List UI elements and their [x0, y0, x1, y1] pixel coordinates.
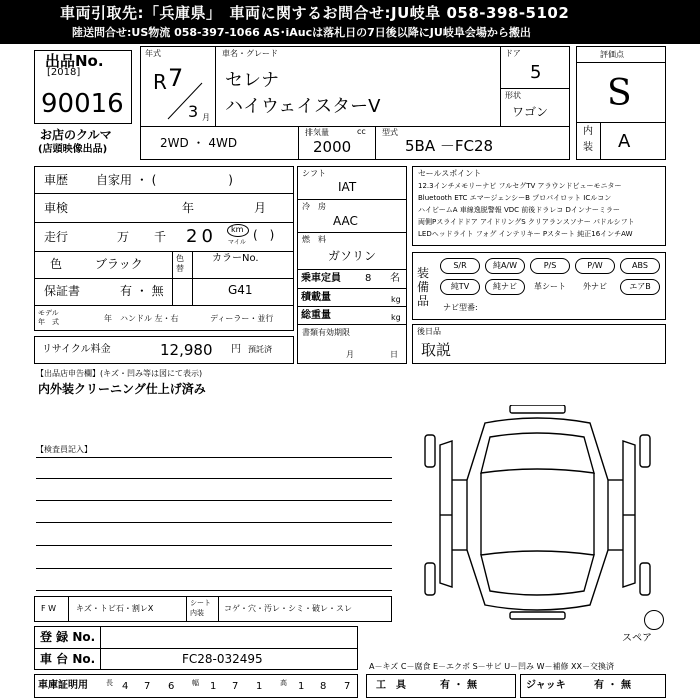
shop-video-label: (店頭映像出品) — [38, 144, 108, 155]
color-label: 色 — [50, 257, 63, 271]
km-unit: km — [231, 225, 244, 234]
option-navi: 純ナビ — [485, 279, 525, 295]
mileage-sen: 千 — [154, 230, 167, 244]
color-changed: 色替 — [176, 254, 184, 273]
year-label: 年式 — [145, 49, 161, 58]
sales-line-3: ハイビームA 車線逸脱警報 VDC 前後ドラレコ Dインナーミラー — [418, 206, 620, 214]
navi-model-label: ナビ型番: — [443, 303, 478, 312]
listing-label: 出品No. — [45, 52, 104, 70]
notes-label: 【出品店申告欄】(キズ・凹み等は図にて表示) — [36, 369, 203, 378]
recycle-value: 12,980 — [160, 341, 213, 359]
option-tv: 純TV — [440, 279, 480, 295]
interior-score: A — [618, 131, 631, 152]
displacement-label: 排気量 — [305, 128, 329, 137]
interior-label-2: 装 — [583, 142, 593, 153]
handle-side: ハンドル 左・右 — [120, 314, 179, 323]
chassis-label: 車 台 No. — [40, 652, 96, 666]
gross-label: 総重量 — [301, 310, 331, 321]
month-unit: 月 — [202, 113, 210, 122]
option-airbag: エアB — [620, 279, 660, 295]
recycle-label: リサイクル料金 — [42, 344, 111, 355]
cert-digit-2: 7 — [144, 681, 151, 692]
mile-unit: マイル — [228, 239, 246, 246]
shift-label: シフト — [302, 169, 326, 178]
gross-unit: kg — [391, 313, 401, 322]
inspection-year-unit: 年 — [182, 201, 195, 215]
recycle-unit: 円 — [231, 344, 241, 355]
header-transport: 陸送問合せ:US物流 058-397-1066 AS･iAucは落札日の7日後以降にJU岐阜会場から搬出 — [72, 26, 531, 39]
color-no-label: カラーNo. — [212, 253, 259, 264]
interior-label-1: 内 — [583, 126, 593, 137]
cert-digit-4: 1 — [210, 681, 217, 692]
sales-line-5: LEDヘッドライト フォグ インテリキー Pスタート 純正16インチAW — [418, 230, 633, 238]
cert-digit-1: 4 — [122, 681, 129, 692]
era: R — [153, 70, 167, 94]
model-year-label-2: 年 式 — [38, 318, 59, 326]
spare-tire-icon — [644, 610, 664, 630]
cert-digit-6: 1 — [256, 681, 263, 692]
model-label: 型式 — [382, 128, 398, 137]
fuel-label: 燃 料 — [302, 235, 326, 244]
doc-label: 書類有効期限 — [302, 328, 350, 337]
jack-value: 有 ・ 無 — [594, 680, 631, 691]
sales-label: セールスポイント — [418, 169, 482, 178]
garage-cert-label: 車庫証明用 — [38, 680, 88, 691]
cert-mark-length: 長 — [106, 679, 113, 687]
inspector-label: 【検査員記入】 — [36, 445, 92, 454]
month-value: 3 — [188, 102, 199, 121]
cert-digit-5: 7 — [232, 681, 239, 692]
doc-month: 月 — [346, 350, 354, 359]
cert-digit-8: 8 — [320, 681, 327, 692]
jack-label: ジャッキ — [526, 680, 566, 691]
load-label: 積載量 — [301, 292, 331, 303]
load-unit: kg — [391, 295, 401, 304]
mileage-man: 万 — [117, 230, 130, 244]
option-abs: ABS — [620, 258, 660, 274]
seat-label-2: 内装 — [190, 609, 204, 617]
header-contact: 車両引取先:「兵庫県」 車両に関するお問合せ:JU岐阜 058-398-5102 — [60, 4, 570, 22]
capacity-unit: 名 — [390, 273, 400, 284]
model-year-label-1: モデル — [38, 309, 59, 317]
door-count: 5 — [530, 62, 542, 83]
seat-label-1: シート — [190, 599, 211, 607]
dealer-type: ディーラー・並行 — [210, 314, 274, 323]
sales-line-2: Bluetooth ETC エマージェンシーB プロパイロット ICルコン — [418, 194, 612, 202]
name-label: 車名・グレード — [222, 49, 278, 58]
option-ext-navi: 外ナビ — [583, 282, 607, 291]
cert-digit-9: 7 — [344, 681, 351, 692]
tools-value: 有 ・ 無 — [440, 680, 477, 691]
listing-number: 90016 — [41, 89, 124, 119]
cert-mark-width: 幅 — [192, 679, 199, 687]
cert-mark-height: 高 — [280, 679, 287, 687]
damage-diagram — [410, 405, 665, 620]
listing-number-box — [34, 50, 132, 124]
car-grade: ハイウェイスターV — [225, 96, 381, 117]
inspection-label: 車検 — [44, 201, 69, 215]
body-shape: ワゴン — [512, 105, 549, 119]
listing-year-tag: [2018] — [47, 67, 81, 78]
damage-legend: A－キズ C－腐食 E－エクボ S－サビ U－凹み W－補修 XX－交換済 — [369, 662, 615, 671]
fw-damage: キズ・トビ石・割レX — [76, 604, 154, 613]
notes-value: 内外装クリーニング仕上げ済み — [38, 382, 206, 396]
fw-label: F W — [41, 604, 57, 613]
car-name: セレナ — [225, 70, 279, 91]
chassis-number: FC28-032495 — [182, 652, 263, 666]
details-box — [34, 166, 294, 331]
option-ps: P/S — [530, 258, 570, 274]
displacement-unit: cc — [357, 127, 366, 136]
shape-label: 形状 — [505, 91, 521, 100]
option-leather: 革シート — [534, 282, 566, 291]
sales-line-4: 両側Pスライドドア アイドリングS クリアランスソナー パドルシフト — [418, 218, 635, 226]
warranty-value: 有 ・ 無 — [120, 284, 164, 298]
shift-value: IAT — [338, 180, 357, 194]
mileage-value: 20 — [186, 226, 217, 247]
capacity-label: 乗車定員 — [301, 273, 341, 284]
history-value: 自家用 ・ ( ) — [96, 173, 233, 187]
option-sr: S/R — [440, 258, 480, 274]
color-no-value: G41 — [228, 283, 253, 297]
after-items-value: 取説 — [421, 341, 452, 359]
cert-digit-7: 1 — [298, 681, 305, 692]
mileage-label: 走行 — [44, 230, 69, 244]
cooling-label: 冷 房 — [302, 202, 326, 211]
after-items-label: 後日品 — [417, 327, 441, 336]
option-pw: P/W — [575, 258, 615, 274]
spare-label: スペア — [622, 633, 652, 644]
inspection-month-unit: 月 — [254, 201, 267, 215]
model-year-unit: 年 — [104, 314, 112, 323]
header-bar — [0, 0, 700, 44]
year-value: 7 — [168, 64, 184, 92]
sales-line-1: 12.3インチメモリーナビ フルセグTV アラウンドビューモニター — [418, 182, 622, 190]
mileage-paren: ( ) — [253, 228, 275, 242]
tools-label: 工 具 — [376, 680, 406, 691]
history-label: 車歴 — [44, 173, 69, 187]
registration-label: 登 録 No. — [40, 630, 96, 644]
rating-score: S — [607, 73, 632, 114]
shop-car-label: お店のクルマ — [40, 128, 112, 142]
rating-label: 評価点 — [600, 50, 624, 59]
model-code: 5BA －FC28 — [405, 137, 494, 155]
drive-type: 2WD ・ 4WD — [160, 136, 238, 150]
cooling-value: AAC — [333, 214, 358, 228]
seat-damage: コゲ・穴・汚レ・シミ・破レ・スレ — [224, 604, 352, 613]
capacity-value: 8 — [365, 273, 372, 284]
door-label: ドア — [505, 49, 521, 58]
warranty-label: 保証書 — [44, 284, 81, 298]
color-value: ブラック — [95, 257, 143, 271]
equipment-label: 装備品 — [417, 266, 430, 308]
cert-digit-3: 6 — [168, 681, 175, 692]
fuel-value: ガソリン — [328, 249, 377, 263]
doc-day: 日 — [390, 350, 398, 359]
recycle-note: 預託済 — [248, 345, 272, 354]
option-alloy: 純A/W — [485, 258, 525, 274]
displacement-value: 2000 — [313, 138, 352, 156]
